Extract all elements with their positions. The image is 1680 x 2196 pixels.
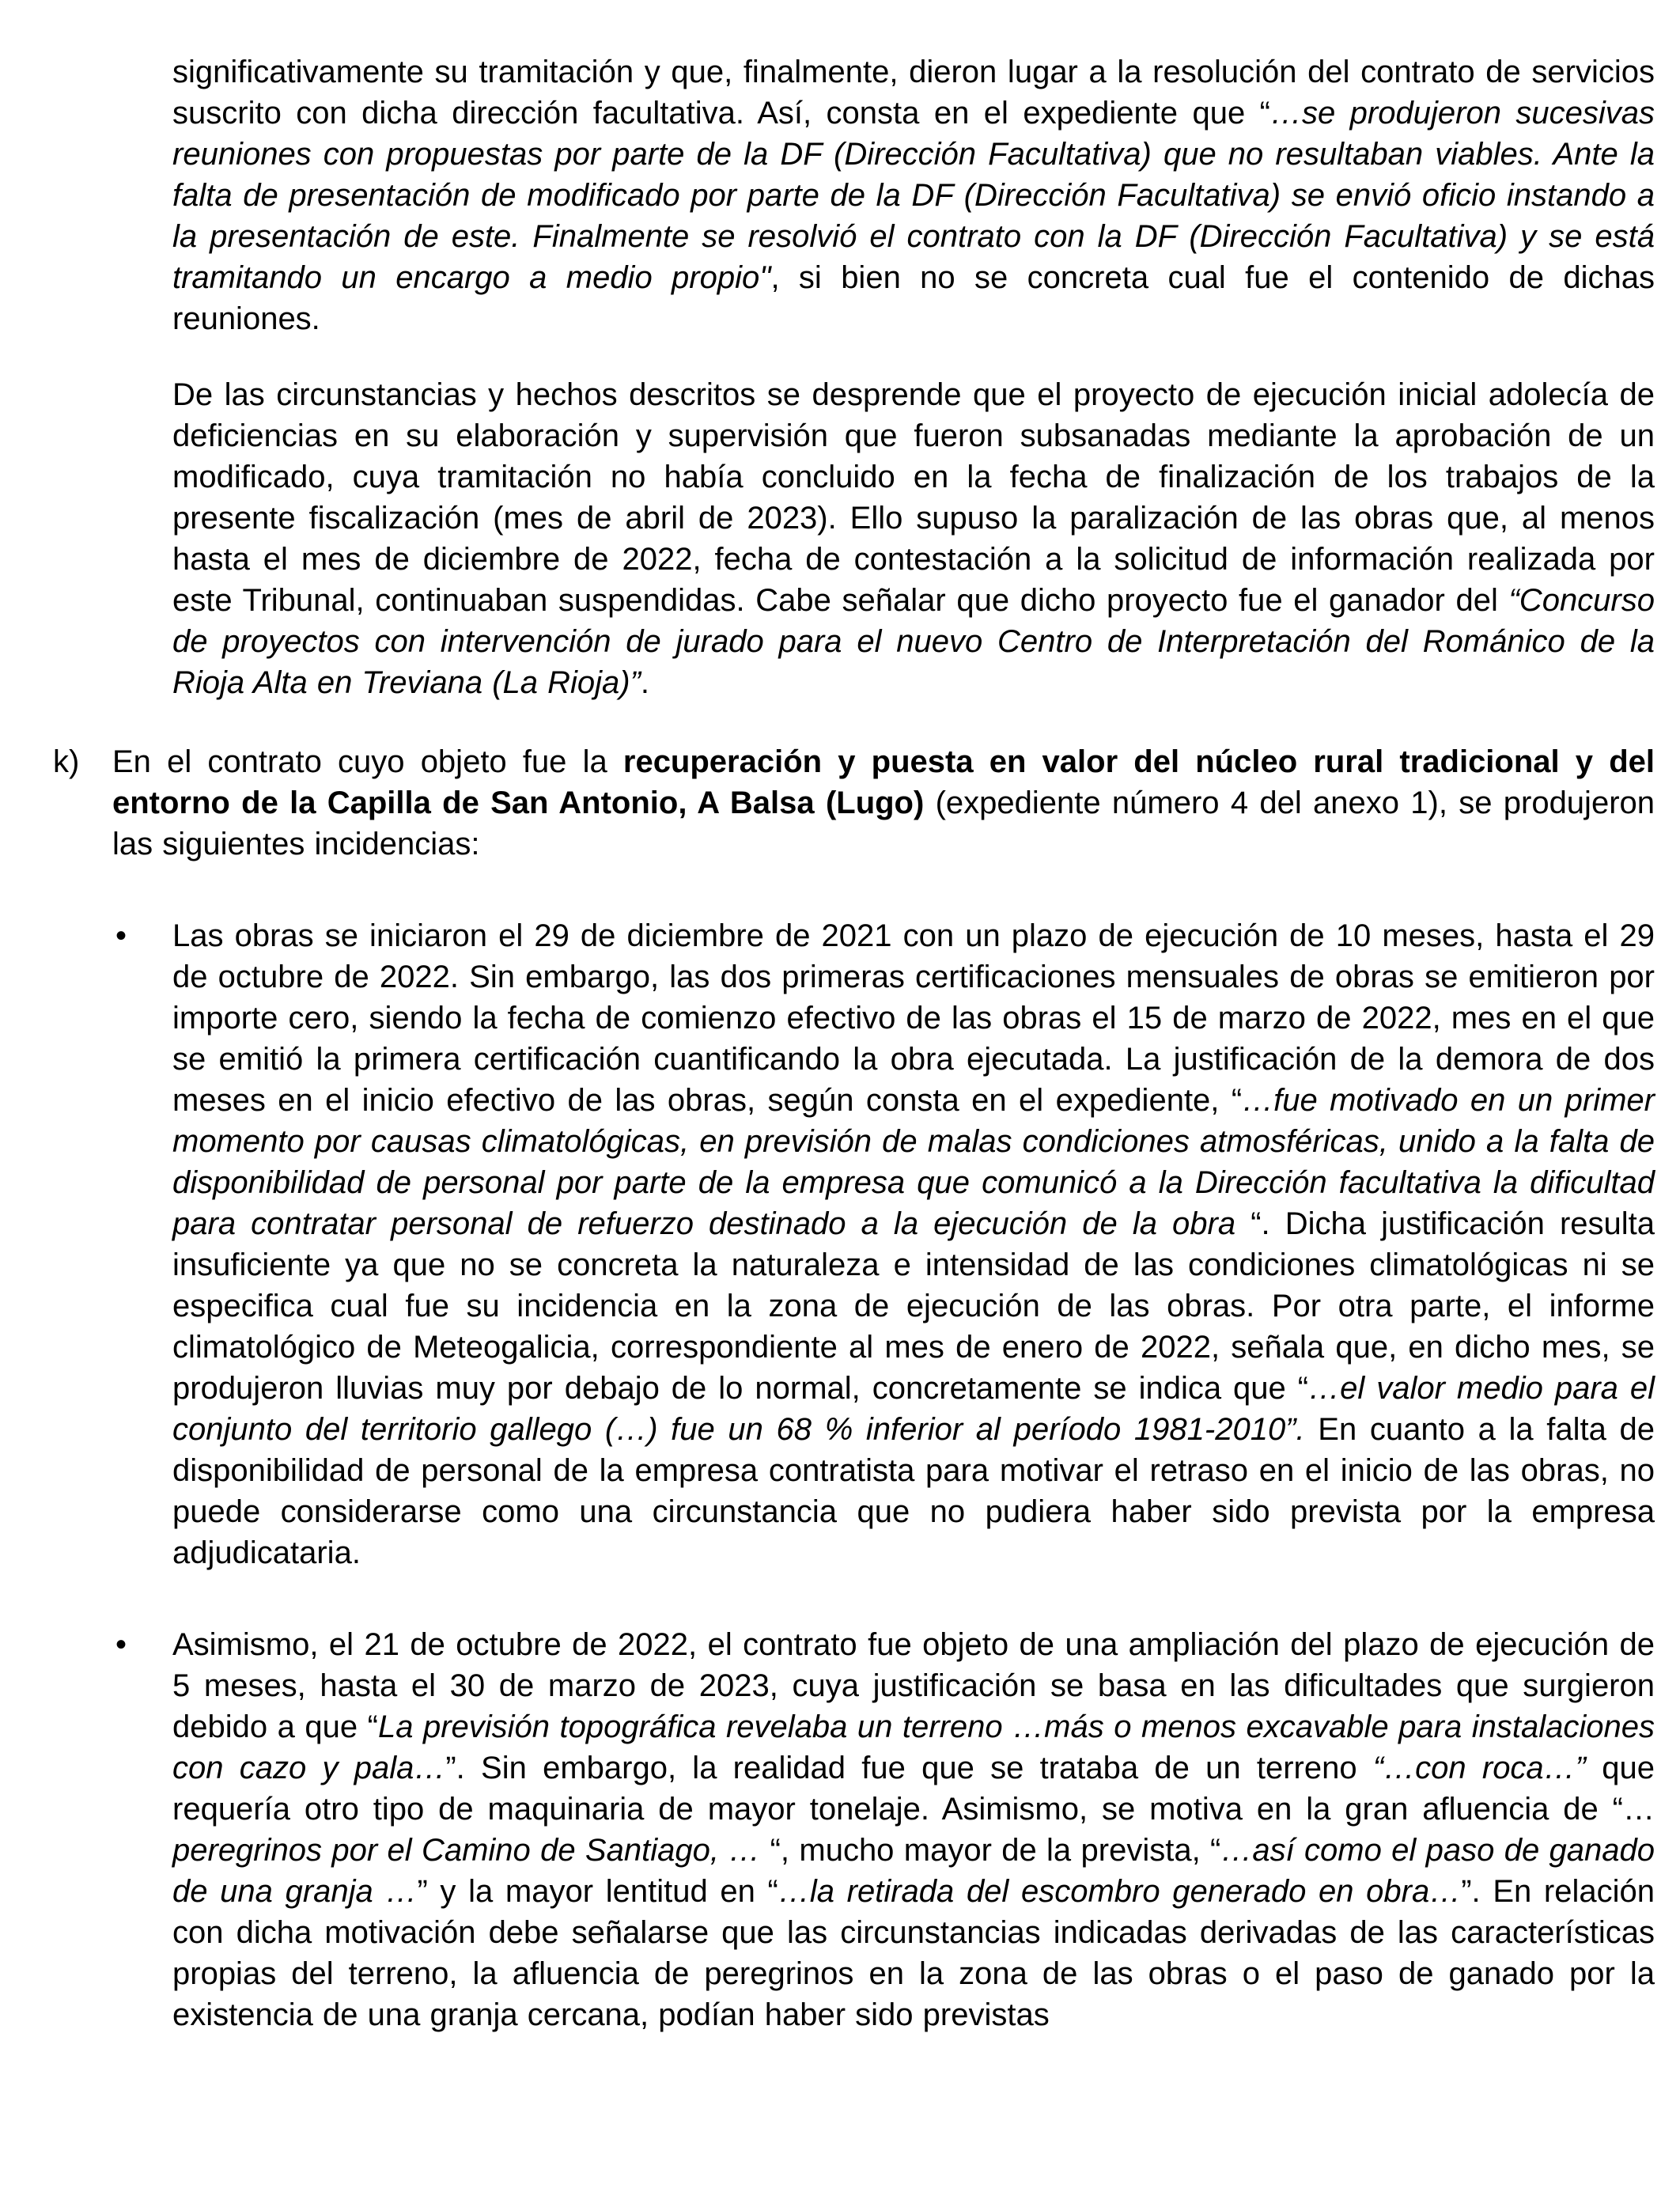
text-run-regular: ”. Sin embargo, la realidad fue que se trataba de un terreno [445, 1751, 1373, 1785]
letter-marker: k) [53, 744, 80, 779]
text-run-regular: “. Dicha justificación resulta insuficiente ya que no se concreta la naturaleza e intensidad de las condiciones climatológicas ni se especifica cual fue su incidencia en la zona de ejecución de las obras. Por otra parte, el informe climatológico de Meteogalicia, correspondiente al mes de enero de 2022, señala que, en dicho mes, se produjeron lluvias muy por debajo de lo normal, concretamente se indica que “ [172, 1206, 1655, 1406]
paragraph-text [172, 915, 1655, 1573]
paragraph-text [172, 1624, 1655, 2035]
text-run-regular: “, mucho mayor de la prevista, “ [770, 1833, 1221, 1868]
text-run-regular: ” y la mayor lentitud en “ [417, 1874, 778, 1909]
paragraph-continuation-1 [53, 51, 1655, 339]
paragraph-text [172, 374, 1655, 703]
text-run-regular: significativamente su tramitación y que, finalmente, dieron lugar a la resolución del contrato de servicios suscrito con dicha dirección facultativa. Así, consta en el expediente que “ [172, 55, 1655, 131]
text-run-regular: ”. En relación con dicha motivación debe señalarse que las circunstancias indicadas derivadas de las características propias del terreno, la afluencia de peregrinos en la zona de las obras o el paso de ganado por la existencia de una granja cercana, podían haber sido previstas [172, 1874, 1655, 2032]
text-run-italic: “Concurso de proyectos con intervención de jurado para el nuevo Centro de Interpretación del Románico de la Rioja Alta en Treviana (La Rioja)” [172, 583, 1655, 700]
text-run-regular: Las obras se iniciaron el 29 de diciembre de 2021 con un plazo de ejecución de 10 meses, hasta el 29 de octubre de 2022. Sin embargo, las dos primeras certificaciones mensuales de obras se emitieron por importe cero, siendo la fecha de comienzo efectivo de las obras el 15 de marzo de 2022, mes en el que se emitió la primera certificación cuantificando la obra ejecutada. La justificación de la demora de dos meses en el inicio efectivo de las obras, según consta en el expediente, “ [172, 918, 1655, 1118]
bullet-item-2 [115, 1624, 1655, 2035]
text-run-regular: . [640, 665, 650, 700]
text-run-regular: que requería otro tipo de maquinaria de mayor tonelaje. Asimismo, se motiva en la gran afluencia de “… [172, 1751, 1655, 1827]
text-run-regular: , si bien no se concreta cual fue el contenido de dichas reuniones. [172, 260, 1655, 336]
bullet-item-1 [115, 915, 1655, 1573]
paragraph-text [172, 51, 1655, 339]
text-run-regular: De las circunstancias y hechos descritos se desprende que el proyecto de ejecución inicial adolecía de deficiencias en su elaboración y supervisión que fueron subsanadas mediante la aprobación de un modificado, cuya tramitación no había concluido en la fecha de finalización de los trabajos de la presente fiscalización (mes de abril de 2023). Ello supuso la paralización de las obras que, al menos hasta el mes de diciembre de 2022, fecha de contestación a la solicitud de información realizada por este Tribunal, continuaban suspendidas. Cabe señalar que dicho proyecto fue el ganador del [172, 377, 1655, 618]
text-run-regular: En cuanto a la falta de disponibilidad de personal de la empresa contratista para motivar el retraso en el inicio de las obras, no puede considerarse como una circunstancia que no pudiera haber sido prevista por la empresa adjudicataria. [172, 1412, 1655, 1570]
text-run-italic: “…con roca…” [1372, 1751, 1587, 1785]
text-run-italic: …así como el paso de ganado de una granja … [172, 1833, 1655, 1909]
document-body [53, 51, 1655, 2035]
bullet-marker: • [115, 1627, 127, 1662]
lettered-item-k [53, 741, 1655, 865]
text-run-regular: (expediente número 4 del anexo 1), se produjeron las siguientes incidencias: [112, 786, 1655, 861]
text-run-regular: En el contrato cuyo objeto fue la [112, 744, 623, 779]
paragraph-continuation-2 [53, 374, 1655, 703]
text-run-italic: …el valor medio para el conjunto del territorio gallego (…) fue un 68 % inferior al período 1981-2010”. [172, 1371, 1655, 1447]
text-run-italic: La previsión topográfica revelaba un terreno …más o menos excavable para instalaciones con cazo y pala… [172, 1709, 1655, 1785]
bullet-marker: • [115, 918, 127, 953]
text-run-regular: Asimismo, el 21 de octubre de 2022, el contrato fue objeto de una ampliación del plazo de ejecución de 5 meses, hasta el 30 de marzo de 2023, cuya justificación se basa en las dificultades que surgieron debido a que “ [172, 1627, 1655, 1744]
paragraph-text [112, 741, 1655, 865]
text-run-italic: …se produjeron sucesivas reuniones con propuestas por parte de la DF (Dirección Facultativa) que no resultaban viables. Ante la falta de presentación de modificado por parte de la DF (Dirección Facultativa) se envió oficio instando a la presentación de este. Finalmente se resolvió el contrato con la DF (Dirección Facultativa) y se está tramitando un encargo a medio propio" [172, 96, 1655, 295]
text-run-italic: …la retirada del escombro generado en obra… [778, 1874, 1462, 1909]
text-run-italic: peregrinos por el Camino de Santiago, … [172, 1833, 770, 1868]
text-run-bold: recuperación y puesta en valor del núcleo rural tradicional y del entorno de la Capilla de San Antonio, A Balsa (Lugo) [112, 744, 1655, 820]
text-run-italic: …fue motivado en un primer momento por causas climatológicas, en previsión de malas condiciones atmosféricas, unido a la falta de disponibilidad de personal por parte de la empresa que comunicó a la Dirección facultativa la dificultad para contratar personal de refuerzo destinado a la ejecución de la obra [172, 1083, 1655, 1241]
